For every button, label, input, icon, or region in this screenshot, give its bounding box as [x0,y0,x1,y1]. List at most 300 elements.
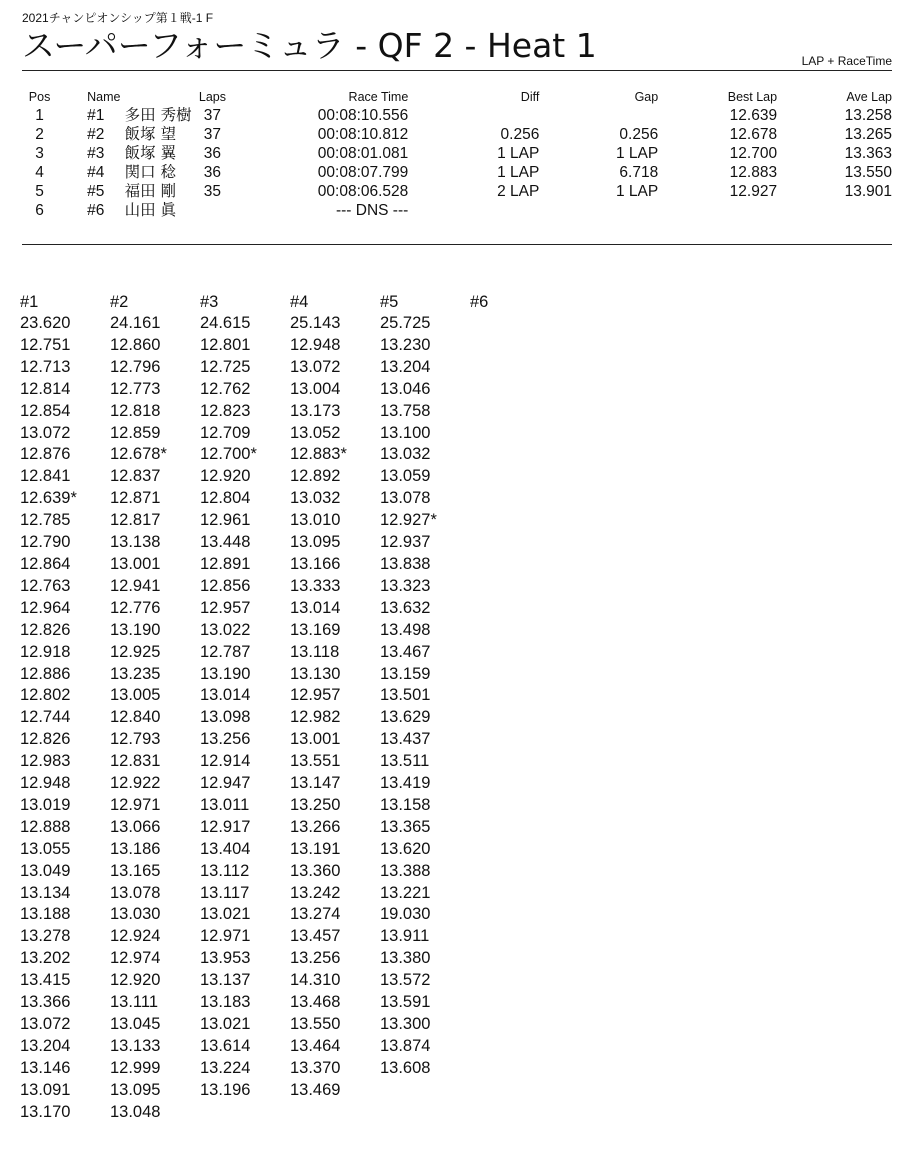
lap-time-cell: 12.948 [20,774,71,793]
lap-time-cell: 12.796 [110,357,161,376]
lap-time-cell: 13.010 [290,511,341,530]
lap-row [20,532,560,554]
lap-time-cell: 13.196 [200,1080,251,1099]
result-driver-name: 多田 秀樹 [124,106,192,124]
lap-time-cell [470,883,560,905]
lap-time-cell: 13.100 [380,423,431,442]
lap-time-cell: 12.744 [20,708,71,727]
lap-time-cell: 12.918 [20,642,71,661]
result-gap: 0.256 [619,126,659,143]
lap-time-cell: 24.615 [200,314,251,332]
lap-row [20,576,560,598]
lap-time-cell: 13.204 [20,1036,71,1055]
lap-time-cell: 13.165 [110,861,161,880]
lap-time-cell: 12.999 [110,1058,161,1077]
lap-row [20,401,560,423]
lap-time-cell: 13.464 [290,1036,341,1055]
lap-time-cell: 13.117 [200,883,250,902]
lap-time-cell: 13.235 [110,664,161,683]
lap-time-cell [470,817,560,839]
lap-time-cell: 13.467 [380,642,431,661]
lap-time-cell: 12.818 [110,401,161,420]
lap-time-cell: 13.632 [380,598,431,617]
result-car-number: #2 [87,126,105,143]
lap-time-cell: 12.961 [200,511,251,530]
lap-time-cell: 13.158 [380,795,431,814]
lap-time-cell [470,423,560,445]
lap-row [20,642,560,664]
result-pos: 2 [35,126,44,143]
result-row [22,144,892,163]
lap-time-cell [470,926,560,948]
lap-time-cell: 12.709 [200,423,251,442]
result-laps: 36 [203,145,222,162]
col-header-laps: Laps [198,90,226,104]
header-divider [22,70,892,71]
lap-time-cell: 13.118 [290,642,340,661]
result-best-lap [658,201,777,220]
results-table [22,90,892,220]
lap-time-cell [470,554,560,576]
lap-time-cell: 12.860 [110,335,161,354]
lap-time-cell [470,335,560,357]
lap-time-cell: 12.947 [200,774,251,793]
lap-time-cell [470,401,560,423]
lap-time-cell: 12.785 [20,511,71,530]
lap-times-header-row [20,292,560,313]
result-driver-name: 飯塚 翼 [124,144,177,162]
lap-col-header: #5 [380,293,399,311]
lap-row [20,1036,560,1058]
lap-time-cell: 13.022 [200,620,251,639]
lap-time-cell: 13.186 [110,839,161,858]
result-row [22,106,892,125]
lap-time-cell: 13.204 [380,357,431,376]
lap-time-cell: 12.937 [380,533,431,552]
result-race-time: 00:08:07.799 [317,164,409,181]
lap-row [20,948,560,970]
lap-row [20,685,560,707]
lap-time-cell: 13.190 [110,620,161,639]
lap-time-cell: 13.091 [20,1080,71,1099]
result-car-number: #5 [87,183,105,200]
result-gap [539,106,658,125]
lap-time-cell [470,532,560,554]
lap-time-cell: 12.917 [200,817,251,836]
lap-time-cell: 13.130 [290,664,341,683]
lap-time-cell: 13.191 [290,839,341,858]
lap-time-cell: 12.957 [290,686,341,705]
lap-time-cell [470,751,560,773]
result-ave-lap: 13.363 [844,145,892,162]
result-gap: 6.718 [619,164,659,181]
lap-time-cell: 12.971 [200,927,251,946]
lap-time-cell: 13.388 [380,861,431,880]
lap-time-cell: 13.046 [380,379,431,398]
lap-time-cell: 13.323 [380,576,431,595]
lap-time-cell: 12.793 [110,730,161,749]
lap-time-cell: 13.014 [200,686,251,705]
lap-time-cell: 13.437 [380,730,431,749]
lap-time-cell: 13.614 [200,1036,251,1055]
lap-time-cell [470,1058,560,1080]
lap-time-cell: 12.831 [110,752,161,771]
result-ave-lap: 13.265 [844,126,892,143]
lap-time-cell: 13.111 [110,993,159,1012]
result-race-time: 00:08:06.528 [317,183,409,200]
lap-time-cell: 13.021 [200,1015,251,1033]
lap-time-cell: 13.550 [290,1015,341,1033]
lap-time-cell: 13.048 [110,1102,161,1121]
lap-col-header: #2 [110,293,129,311]
lap-row [20,488,560,510]
result-race-time: 00:08:10.812 [317,126,409,143]
lap-time-cell [470,488,560,510]
lap-row [20,795,560,817]
lap-row [20,1080,560,1102]
lap-time-cell: 13.380 [380,949,431,968]
lap-time-cell [470,313,560,335]
result-diff: 0.256 [500,126,540,143]
lap-row [20,992,560,1014]
lap-time-cell: 13.224 [200,1058,251,1077]
lap-time-cell: 12.971 [110,795,161,814]
lap-time-cell: 13.190 [200,664,251,683]
lap-time-cell: 13.072 [20,423,71,442]
lap-time-cell: 25.725 [380,314,431,332]
lap-time-cell: 12.763 [20,576,71,595]
result-driver-name: 山田 眞 [124,201,177,219]
lap-time-cell: 13.011 [200,795,250,814]
lap-time-cell: 13.468 [290,993,341,1012]
lap-time-cell: 13.256 [200,730,251,749]
lap-row [20,751,560,773]
lap-time-cell: 12.974 [110,949,161,968]
lap-time-cell [470,707,560,729]
lap-col-header: #6 [470,293,489,311]
lap-row [20,839,560,861]
lap-col-header: #4 [290,293,309,311]
lap-time-cell: 12.871 [110,489,161,508]
lap-time-cell: 23.620 [20,314,71,332]
lap-row [20,729,560,751]
lap-time-cell: 12.713 [20,357,71,376]
lap-time-cell: 12.823 [200,401,251,420]
lap-time-cell [470,904,560,926]
lap-time-cell: 12.841 [20,467,71,486]
lap-time-cell [470,1036,560,1058]
result-laps: 35 [203,183,222,200]
result-car-number: #3 [87,145,105,162]
lap-row [20,817,560,839]
lap-time-cell: 13.173 [290,401,341,420]
lap-time-cell [200,1102,290,1124]
lap-time-cell: 13.021 [200,905,251,924]
lap-time-cell: 12.837 [110,467,161,486]
col-header-diff: Diff [520,90,540,104]
lap-time-cell: 13.333 [290,576,341,595]
result-diff: 1 LAP [497,145,540,162]
lap-time-cell: 13.019 [20,795,71,814]
lap-time-cell: 13.250 [290,795,341,814]
result-driver-name: 関口 稔 [124,163,177,181]
lap-time-cell: 13.052 [290,423,341,442]
lap-time-cell [380,1080,470,1102]
lap-time-cell: 13.059 [380,467,431,486]
result-best-lap: 12.678 [729,126,778,143]
lap-time-cell: 12.814 [20,379,71,398]
lap-time-cell: 13.134 [20,883,71,902]
lap-time-cell: 13.300 [380,1015,431,1033]
lap-time-cell: 13.629 [380,708,431,727]
lap-row [20,707,560,729]
lap-time-cell: 13.095 [290,533,341,552]
lap-time-cell: 12.891 [200,554,251,573]
lap-time-cell [470,992,560,1014]
lap-time-cell: 13.370 [290,1058,341,1077]
result-car-number: #4 [87,164,105,181]
results-header-row [22,90,892,106]
result-diff: 1 LAP [497,164,540,181]
lap-time-cell [470,664,560,686]
lap-time-cell: 12.888 [20,817,71,836]
results-divider [22,244,892,245]
lap-time-cell: 13.005 [110,686,161,705]
lap-time-cell: 12.790 [20,533,71,552]
lap-row [20,335,560,357]
lap-row [20,554,560,576]
lap-row [20,313,560,335]
lap-time-cell: 12.964 [20,598,71,617]
lap-time-cell: 12.773 [110,379,161,398]
lap-time-cell [470,1102,560,1124]
lap-time-cell: 12.924 [110,927,161,946]
event-subtitle: 2021チャンピオンシップ第１戦-1 F [22,11,214,25]
lap-time-cell [470,861,560,883]
lap-time-cell: 12.892 [290,467,341,486]
lap-time-cell: 13.072 [290,357,341,376]
lap-time-cell: 13.001 [110,554,161,573]
lap-time-cell: 13.242 [290,883,341,902]
lap-time-cell: 13.146 [20,1058,71,1077]
lap-time-cell: 13.457 [290,927,341,946]
lap-time-cell: 12.948 [290,335,341,354]
lap-col-header: #1 [20,293,39,311]
lap-time-cell: 13.137 [200,971,251,990]
result-gap: 1 LAP [615,183,659,200]
result-laps [192,201,233,220]
lap-time-cell [470,576,560,598]
lap-time-cell: 13.551 [290,752,341,771]
result-gap [539,201,658,220]
lap-time-cell [290,1102,380,1124]
lap-time-cell: 13.501 [380,686,431,705]
lap-time-cell: 13.511 [380,752,430,771]
result-best-lap: 12.700 [729,145,778,162]
result-row [22,125,892,144]
lap-time-cell: 12.826 [20,730,71,749]
lap-time-cell: 13.469 [290,1080,341,1099]
result-driver-name: 福田 剛 [124,182,177,200]
lap-time-cell: 13.874 [380,1036,431,1055]
lap-time-cell [470,1014,560,1036]
lap-time-cell: 12.920 [110,971,161,990]
lap-time-cell: 13.098 [200,708,251,727]
result-diff [408,106,539,125]
lap-row [20,1102,560,1124]
lap-time-cell: 12.922 [110,774,161,793]
lap-time-cell: 13.266 [290,817,341,836]
lap-time-cell: 12.859 [110,423,161,442]
lap-time-cell: 13.230 [380,335,431,354]
lap-time-cell: 13.169 [290,620,341,639]
lap-time-cell: 12.941 [110,576,161,595]
result-gap: 1 LAP [615,145,659,162]
lap-time-cell [470,357,560,379]
lap-time-cell: 12.957 [200,598,251,617]
lap-time-cell: 13.911 [380,927,430,946]
result-pos: 6 [35,202,44,219]
lap-time-cell: 13.274 [290,905,341,924]
lap-time-cell [470,379,560,401]
lap-time-cell: 13.572 [380,971,431,990]
col-header-name: Name [87,90,121,104]
lap-time-cell: 13.360 [290,861,341,880]
lap-time-cell: 12.883* [290,445,347,464]
lap-row [20,1014,560,1036]
lap-row [20,926,560,948]
col-header-gap: Gap [634,90,659,104]
lap-time-cell: 13.014 [290,598,341,617]
lap-time-cell: 13.112 [200,861,250,880]
result-laps: 37 [203,107,222,124]
lap-time-cell: 13.278 [20,927,71,946]
lap-time-cell: 13.078 [380,489,431,508]
lap-row [20,773,560,795]
lap-time-cell [380,1102,470,1124]
lap-time-cell: 13.147 [290,774,341,793]
lap-row [20,423,560,445]
lap-time-cell: 13.365 [380,817,431,836]
lap-time-cell [470,685,560,707]
lap-time-cell: 13.004 [290,379,341,398]
lap-time-cell: 13.170 [20,1102,71,1121]
result-row [22,201,892,220]
lap-row [20,598,560,620]
lap-time-cell: 24.161 [110,314,161,332]
lap-time-cell: 13.159 [380,664,431,683]
lap-time-cell: 12.864 [20,554,71,573]
lap-time-cell: 12.804 [200,489,251,508]
result-laps: 36 [203,164,222,181]
col-header-best-lap: Best Lap [727,90,778,104]
lap-times-table [20,292,560,1124]
lap-time-cell [470,620,560,642]
lap-row [20,357,560,379]
lap-time-cell: 13.055 [20,839,71,858]
report-format-label: LAP + RaceTime [801,54,892,68]
lap-time-cell: 12.982 [290,708,341,727]
lap-time-cell: 13.608 [380,1058,431,1077]
lap-time-cell [470,839,560,861]
lap-time-cell: 12.725 [200,357,251,376]
col-header-race-time: Race Time [348,90,409,104]
lap-time-cell: 13.591 [380,993,431,1012]
lap-time-cell [470,795,560,817]
lap-row [20,883,560,905]
result-ave-lap: 13.258 [844,107,892,124]
lap-time-cell: 12.876 [20,445,71,464]
result-pos: 3 [35,145,44,162]
lap-time-cell: 12.920 [200,467,251,486]
lap-time-cell: 12.801 [200,335,251,354]
lap-time-cell: 12.925 [110,642,161,661]
result-race-time: 00:08:10.556 [317,107,409,124]
result-best-lap: 12.639 [729,107,778,124]
lap-time-cell: 13.221 [380,883,431,902]
lap-time-cell: 12.776 [110,598,161,617]
lap-time-cell: 12.751 [20,335,71,354]
lap-time-cell: 12.840 [110,708,161,727]
col-header-ave-lap: Ave Lap [846,90,892,104]
result-race-time: 00:08:01.081 [317,145,409,162]
lap-time-cell: 13.072 [20,1015,71,1033]
lap-time-cell: 13.419 [380,774,431,793]
lap-time-cell: 12.856 [200,576,251,595]
result-car-number: #6 [87,202,105,219]
lap-row [20,664,560,686]
lap-time-cell: 13.133 [110,1036,161,1055]
lap-time-cell: 13.758 [380,401,431,420]
result-ave-lap [777,201,892,220]
lap-time-cell: 12.817 [110,511,161,530]
col-header-pos: Pos [28,90,51,104]
result-car-number: #1 [87,107,105,124]
result-row [22,163,892,182]
lap-time-cell [470,598,560,620]
lap-time-cell [470,510,560,532]
lap-col-header: #3 [200,293,219,311]
lap-time-cell: 12.826 [20,620,71,639]
lap-time-cell: 12.802 [20,686,71,705]
lap-row [20,510,560,532]
result-ave-lap: 13.901 [844,183,892,200]
lap-time-cell: 13.183 [200,993,251,1012]
lap-time-cell: 13.366 [20,993,71,1012]
lap-time-cell [470,1080,560,1102]
result-pos: 5 [35,183,44,200]
lap-time-cell: 13.032 [380,445,431,464]
result-laps: 37 [203,126,222,143]
lap-time-cell: 12.927* [380,511,437,530]
lap-time-cell: 13.138 [110,533,161,552]
lap-time-cell: 12.700* [200,445,257,464]
result-driver-name: 飯塚 望 [124,125,177,143]
lap-time-cell: 13.256 [290,949,341,968]
lap-row [20,444,560,466]
lap-time-cell [470,642,560,664]
lap-time-cell: 13.001 [290,730,341,749]
lap-row [20,379,560,401]
lap-row [20,904,560,926]
lap-time-cell: 12.983 [20,752,71,771]
lap-time-cell: 13.078 [110,883,161,902]
lap-time-cell [470,970,560,992]
lap-time-cell: 25.143 [290,314,341,332]
result-race-time: --- DNS --- [335,202,409,219]
lap-time-cell: 13.066 [110,817,161,836]
lap-row [20,861,560,883]
